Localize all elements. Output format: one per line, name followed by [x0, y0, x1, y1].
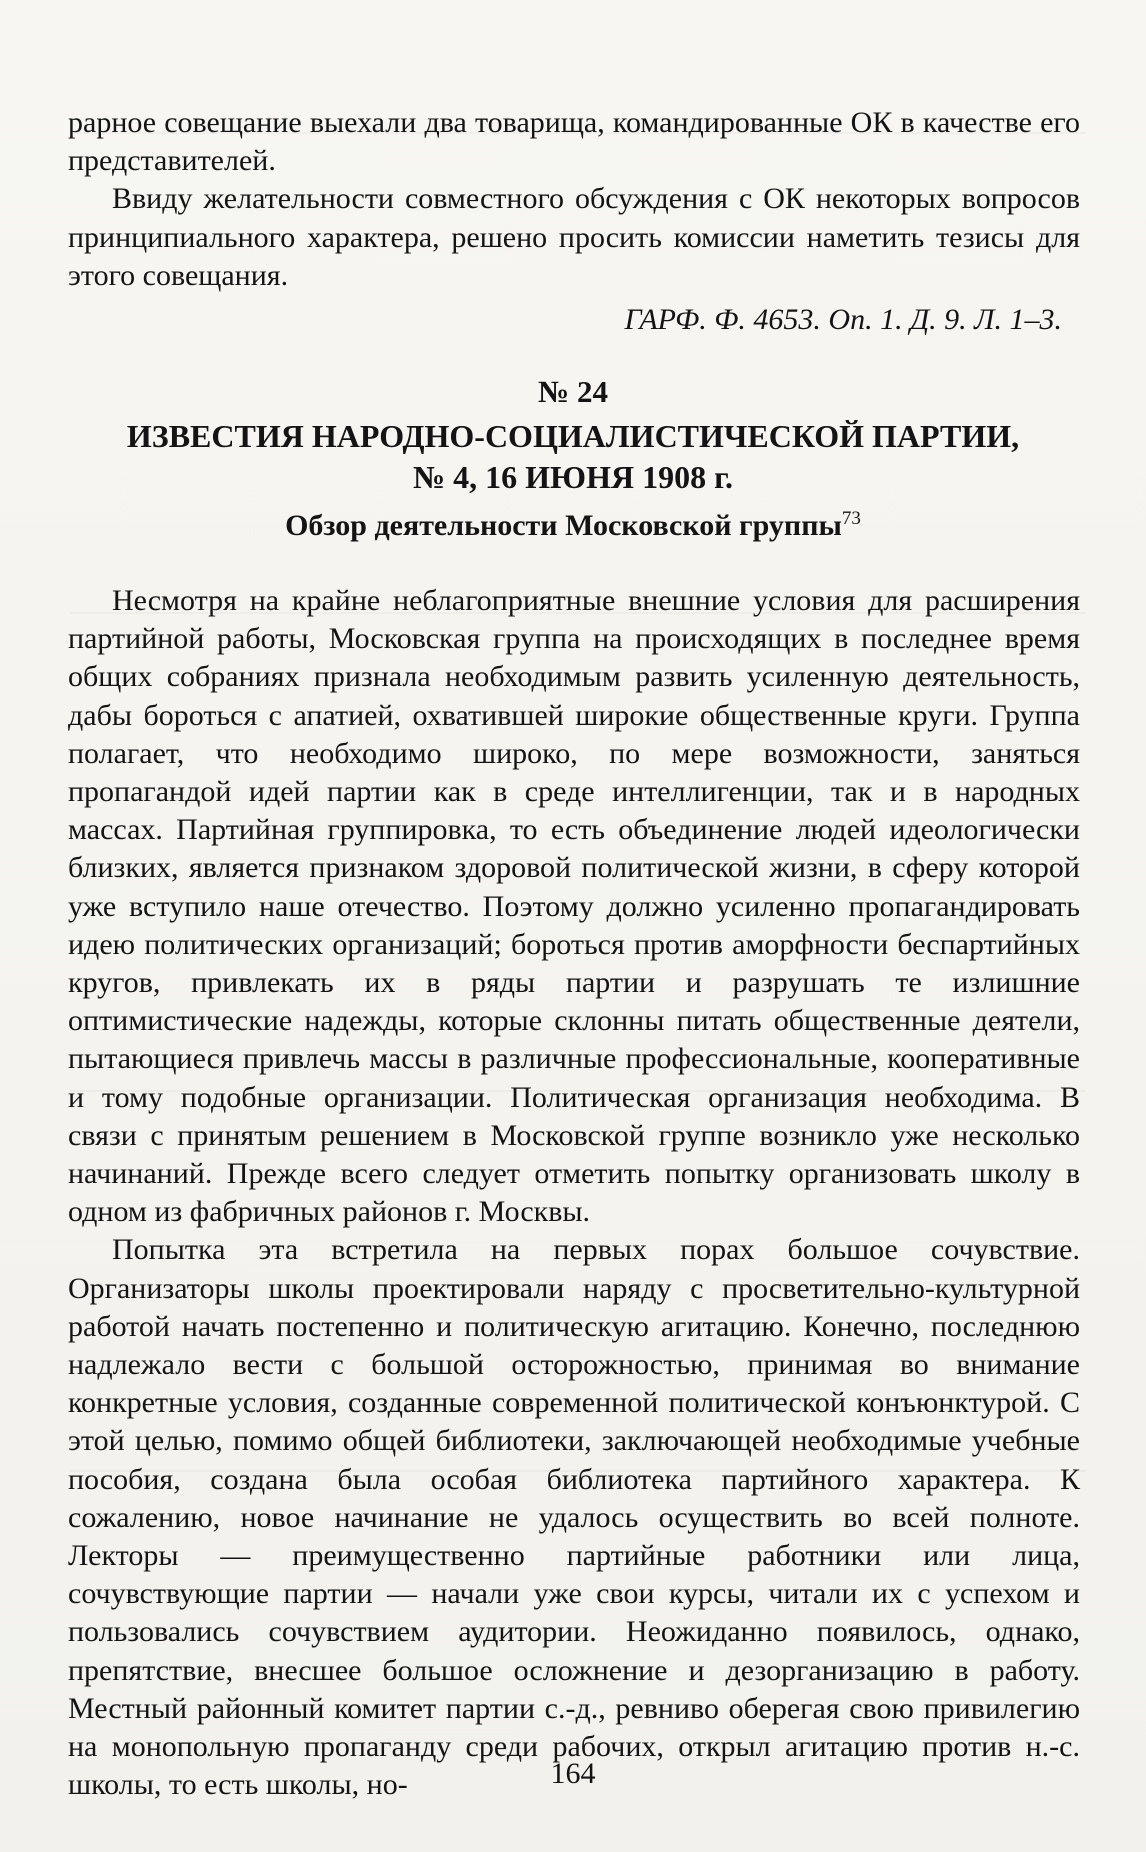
document-title	[0, 416, 1146, 498]
paragraph: Попытка эта встретила на первых порах большое сочувствие. Организаторы школы проектировали наряду с просветительно-культурной работой начать постепенно и политическую агитацию. Конечно, последнюю надлежало вести с большой осторожностью, принимая во внимание конкретные условия, созданные современной политической конъюнктурой. С этой целью, помимо общей библиотеки, заключающей необходимые учебные пособия, создана была особая библиотека партийного характера. К сожалению, новое начинание не удалось осуществить во всей полноте. Лекторы — преимущественно партийные работники или лица, сочувствующие партии — начали уже свои курсы, читали их с успехом и пользовались сочувствием аудитории. Неожиданно появилось, однако, препятствие, внесшее большое осложнение и дезорганизацию в работу. Местный районный комитет партии с.-д., ревниво оберегая свою привилегию на монопольную пропаганду среди рабочих, открыл агитацию против н.-с. школы, то есть школы, но-	[68, 1233, 1080, 1802]
continued-paragraph: рарное совещание выехали два товарища, командированные ОК в качестве его представителей.	[68, 106, 1080, 178]
footnote-marker[interactable]: 73	[841, 508, 861, 529]
paragraph: Несмотря на крайне неблагоприятные внешние условия для расширения партийной работы, Московская группа на происходящих в последнее время общих собраниях признала необходимым развить усиленную деятельность, дабы бороться с апатией, охватившей широкие общественные круги. Группа полагает, что необходимо широко, по мере возможности, заняться пропагандой идей партии как в среде интеллигенции, так и в народных массах. Партийная группировка, то есть объединение людей идеологически близких, является признаком здоровой политической жизни, в сферу которой уже вступило наше отечество. Поэтому должно усиленно пропагандировать идею политических организаций; бороться против аморфности беспартийных кругов, привлекать их в ряды партии и разрушать те излишние оптимистические надежды, которые склонны питать общественные деятели, пытающиеся привлечь массы в различные профессиональные, кооперативные и тому подобные организации. Политическая организация необходима. В связи с принятым решением в Московской группе возникло уже несколько начинаний. Прежде всего следует отметить попытку организовать школу в одном из фабричных районов г. Москвы.	[68, 584, 1080, 1229]
document-body	[68, 582, 1080, 1805]
document-subtitle	[0, 507, 1146, 545]
page-number: 164	[550, 1757, 596, 1790]
preceding-document-text	[68, 104, 1080, 295]
paragraph: Ввиду желательности совместного обсуждения с ОК некоторых вопросов принципиального характера, решено просить комиссии наметить тезисы для этого совещания.	[68, 182, 1080, 292]
subtitle-text: Обзор деятельности Московской группы	[285, 509, 842, 542]
archival-reference: ГАРФ. Ф. 4653. Оп. 1. Д. 9. Л. 1–3.	[624, 303, 1062, 336]
document-title-line-1: ИЗВЕСТИЯ НАРОДНО-СОЦИАЛИСТИЧЕСКОЙ ПАРТИИ,	[126, 418, 1020, 454]
document-title-line-2: № 4, 16 ИЮНЯ 1908 г.	[413, 459, 733, 495]
document-number: № 24	[538, 374, 608, 409]
